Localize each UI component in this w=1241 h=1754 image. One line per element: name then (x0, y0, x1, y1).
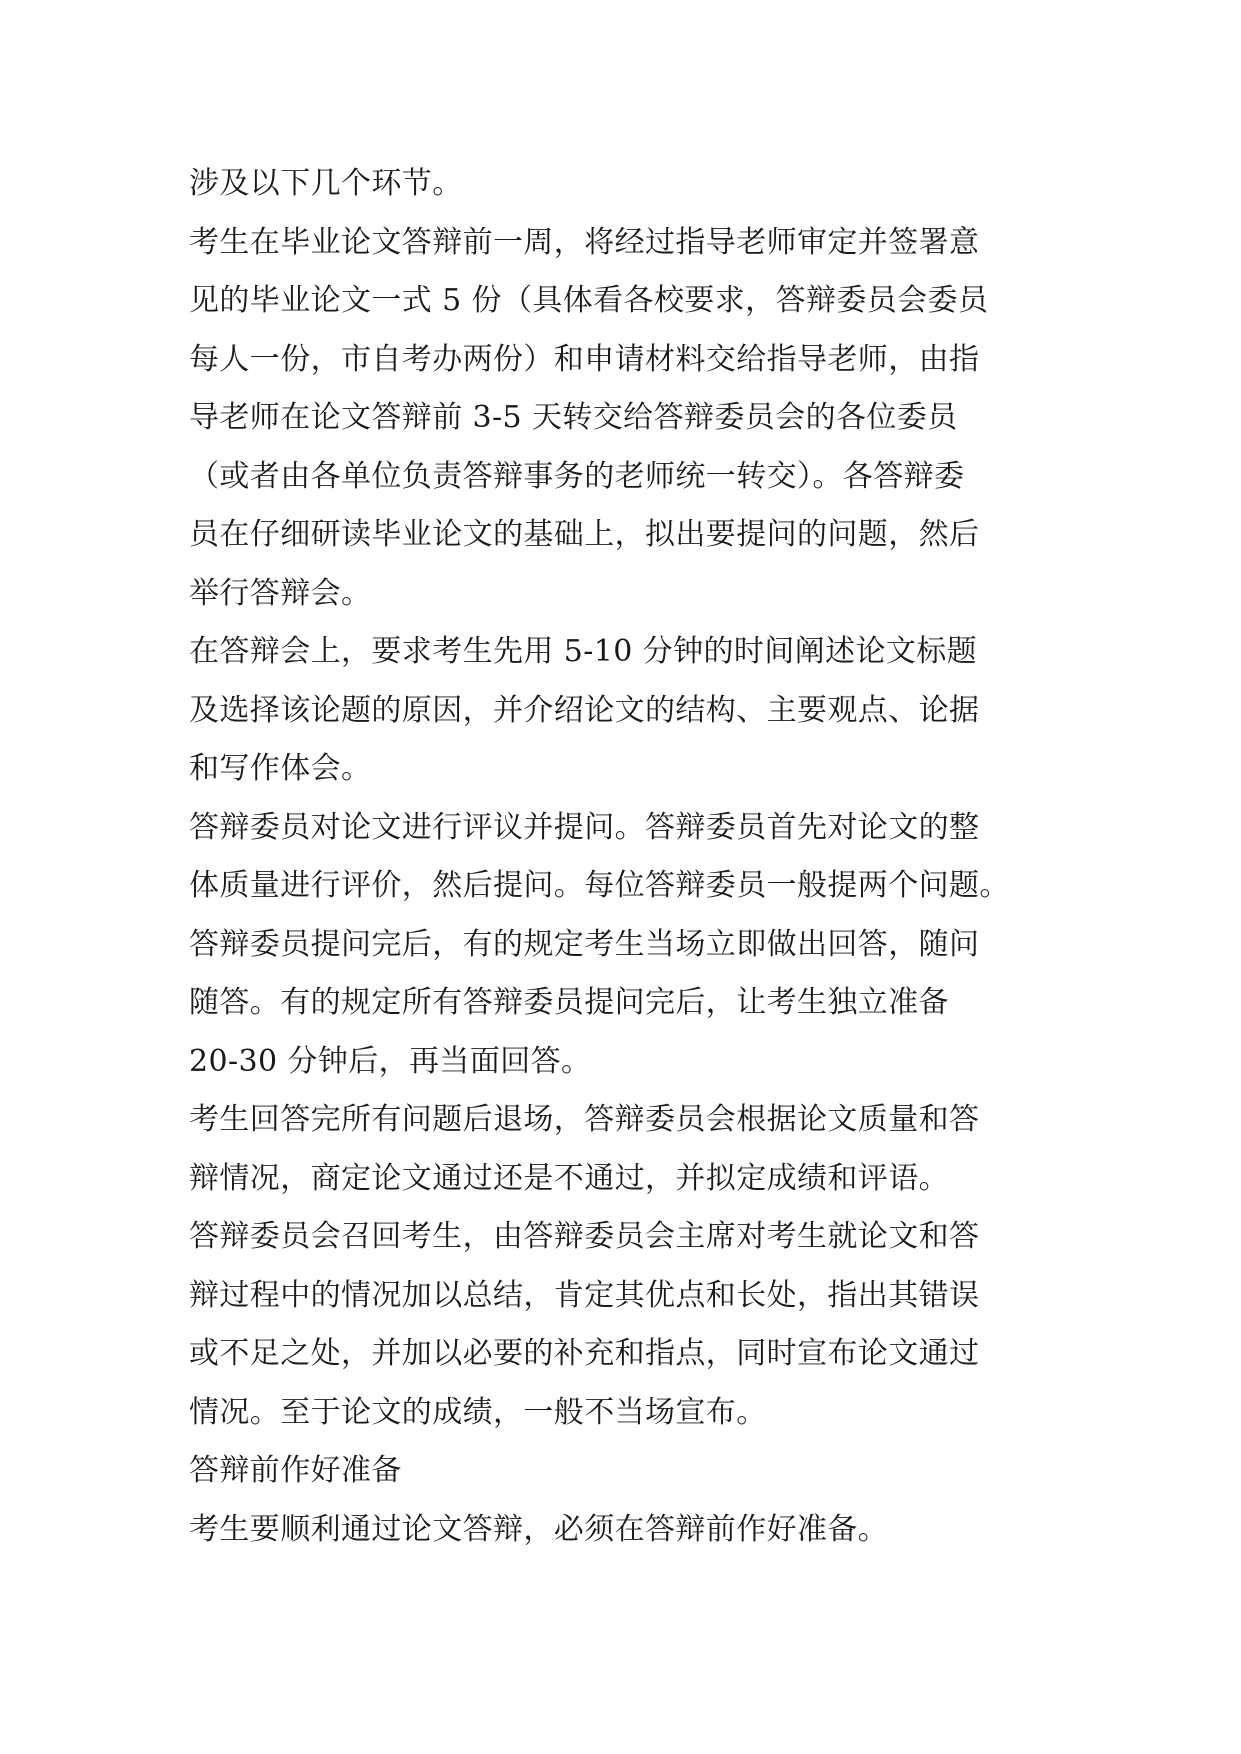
text-line: 辩情况，商定论文通过还是不通过，并拟定成绩和评语。 (189, 1160, 949, 1196)
text-line: 及选择该论题的原因，并介绍论文的结构、主要观点、论据 (189, 692, 980, 728)
text-line: （或者由各单位负责答辩事务的老师统一转交）。各答辩委 (189, 458, 965, 494)
text-line: 见的毕业论文一式 5 份（具体看各校要求，答辩委员会委员 (189, 283, 989, 318)
text-line: 员在仔细研读毕业论文的基础上，拟出要提问的问题，然后 (189, 517, 980, 552)
text-line: 导老师在论文答辩前 3-5 天转交给答辩委员会的各位委员 (189, 400, 958, 435)
text-line: 情况。至于论文的成绩，一般不当场宣布。 (189, 1394, 767, 1430)
text-line: 答辩委员对论文进行评议并提问。答辩委员首先对论文的整 (189, 809, 980, 845)
text-line: 随答。有的规定所有答辩委员提问完后，让考生独立准备 (189, 985, 949, 1020)
text-line: 涉及以下几个环节。 (189, 166, 463, 201)
text-line: 答辩委员会召回考生，由答辩委员会主席对考生就论文和答 (189, 1219, 980, 1254)
text-line: 答辩委员提问完后，有的规定考生当场立即做出回答，随问 (189, 926, 980, 962)
text-line: 或不足之处，并加以必要的补充和指点，同时宣布论文通过 (189, 1336, 980, 1371)
text-line: 在答辩会上，要求考生先用 5-10 分钟的时间阐述论文标题 (189, 634, 978, 669)
text-line: 20-30 分钟后，再当面回答。 (189, 1043, 592, 1079)
section-heading: 答辩前作好准备 (189, 1453, 402, 1488)
text-line: 每人一份，市自考办两份）和申请材料交给指导老师，由指 (189, 341, 980, 377)
text-line: 体质量进行评价，然后提问。每位答辩委员一般提两个问题。 (189, 868, 1010, 903)
document-body (189, 155, 1059, 1559)
text-line: 考生回答完所有问题后退场，答辩委员会根据论文质量和答 (189, 1102, 980, 1137)
text-line: 考生在毕业论文答辩前一周，将经过指导老师审定并签署意 (189, 224, 980, 260)
text-line: 和写作体会。 (189, 751, 372, 786)
text-line: 考生要顺利通过论文答辩，必须在答辩前作好准备。 (189, 1511, 889, 1547)
text-line: 举行答辩会。 (189, 575, 372, 611)
text-line: 辩过程中的情况加以总结，肯定其优点和长处，指出其错误 (189, 1277, 980, 1313)
